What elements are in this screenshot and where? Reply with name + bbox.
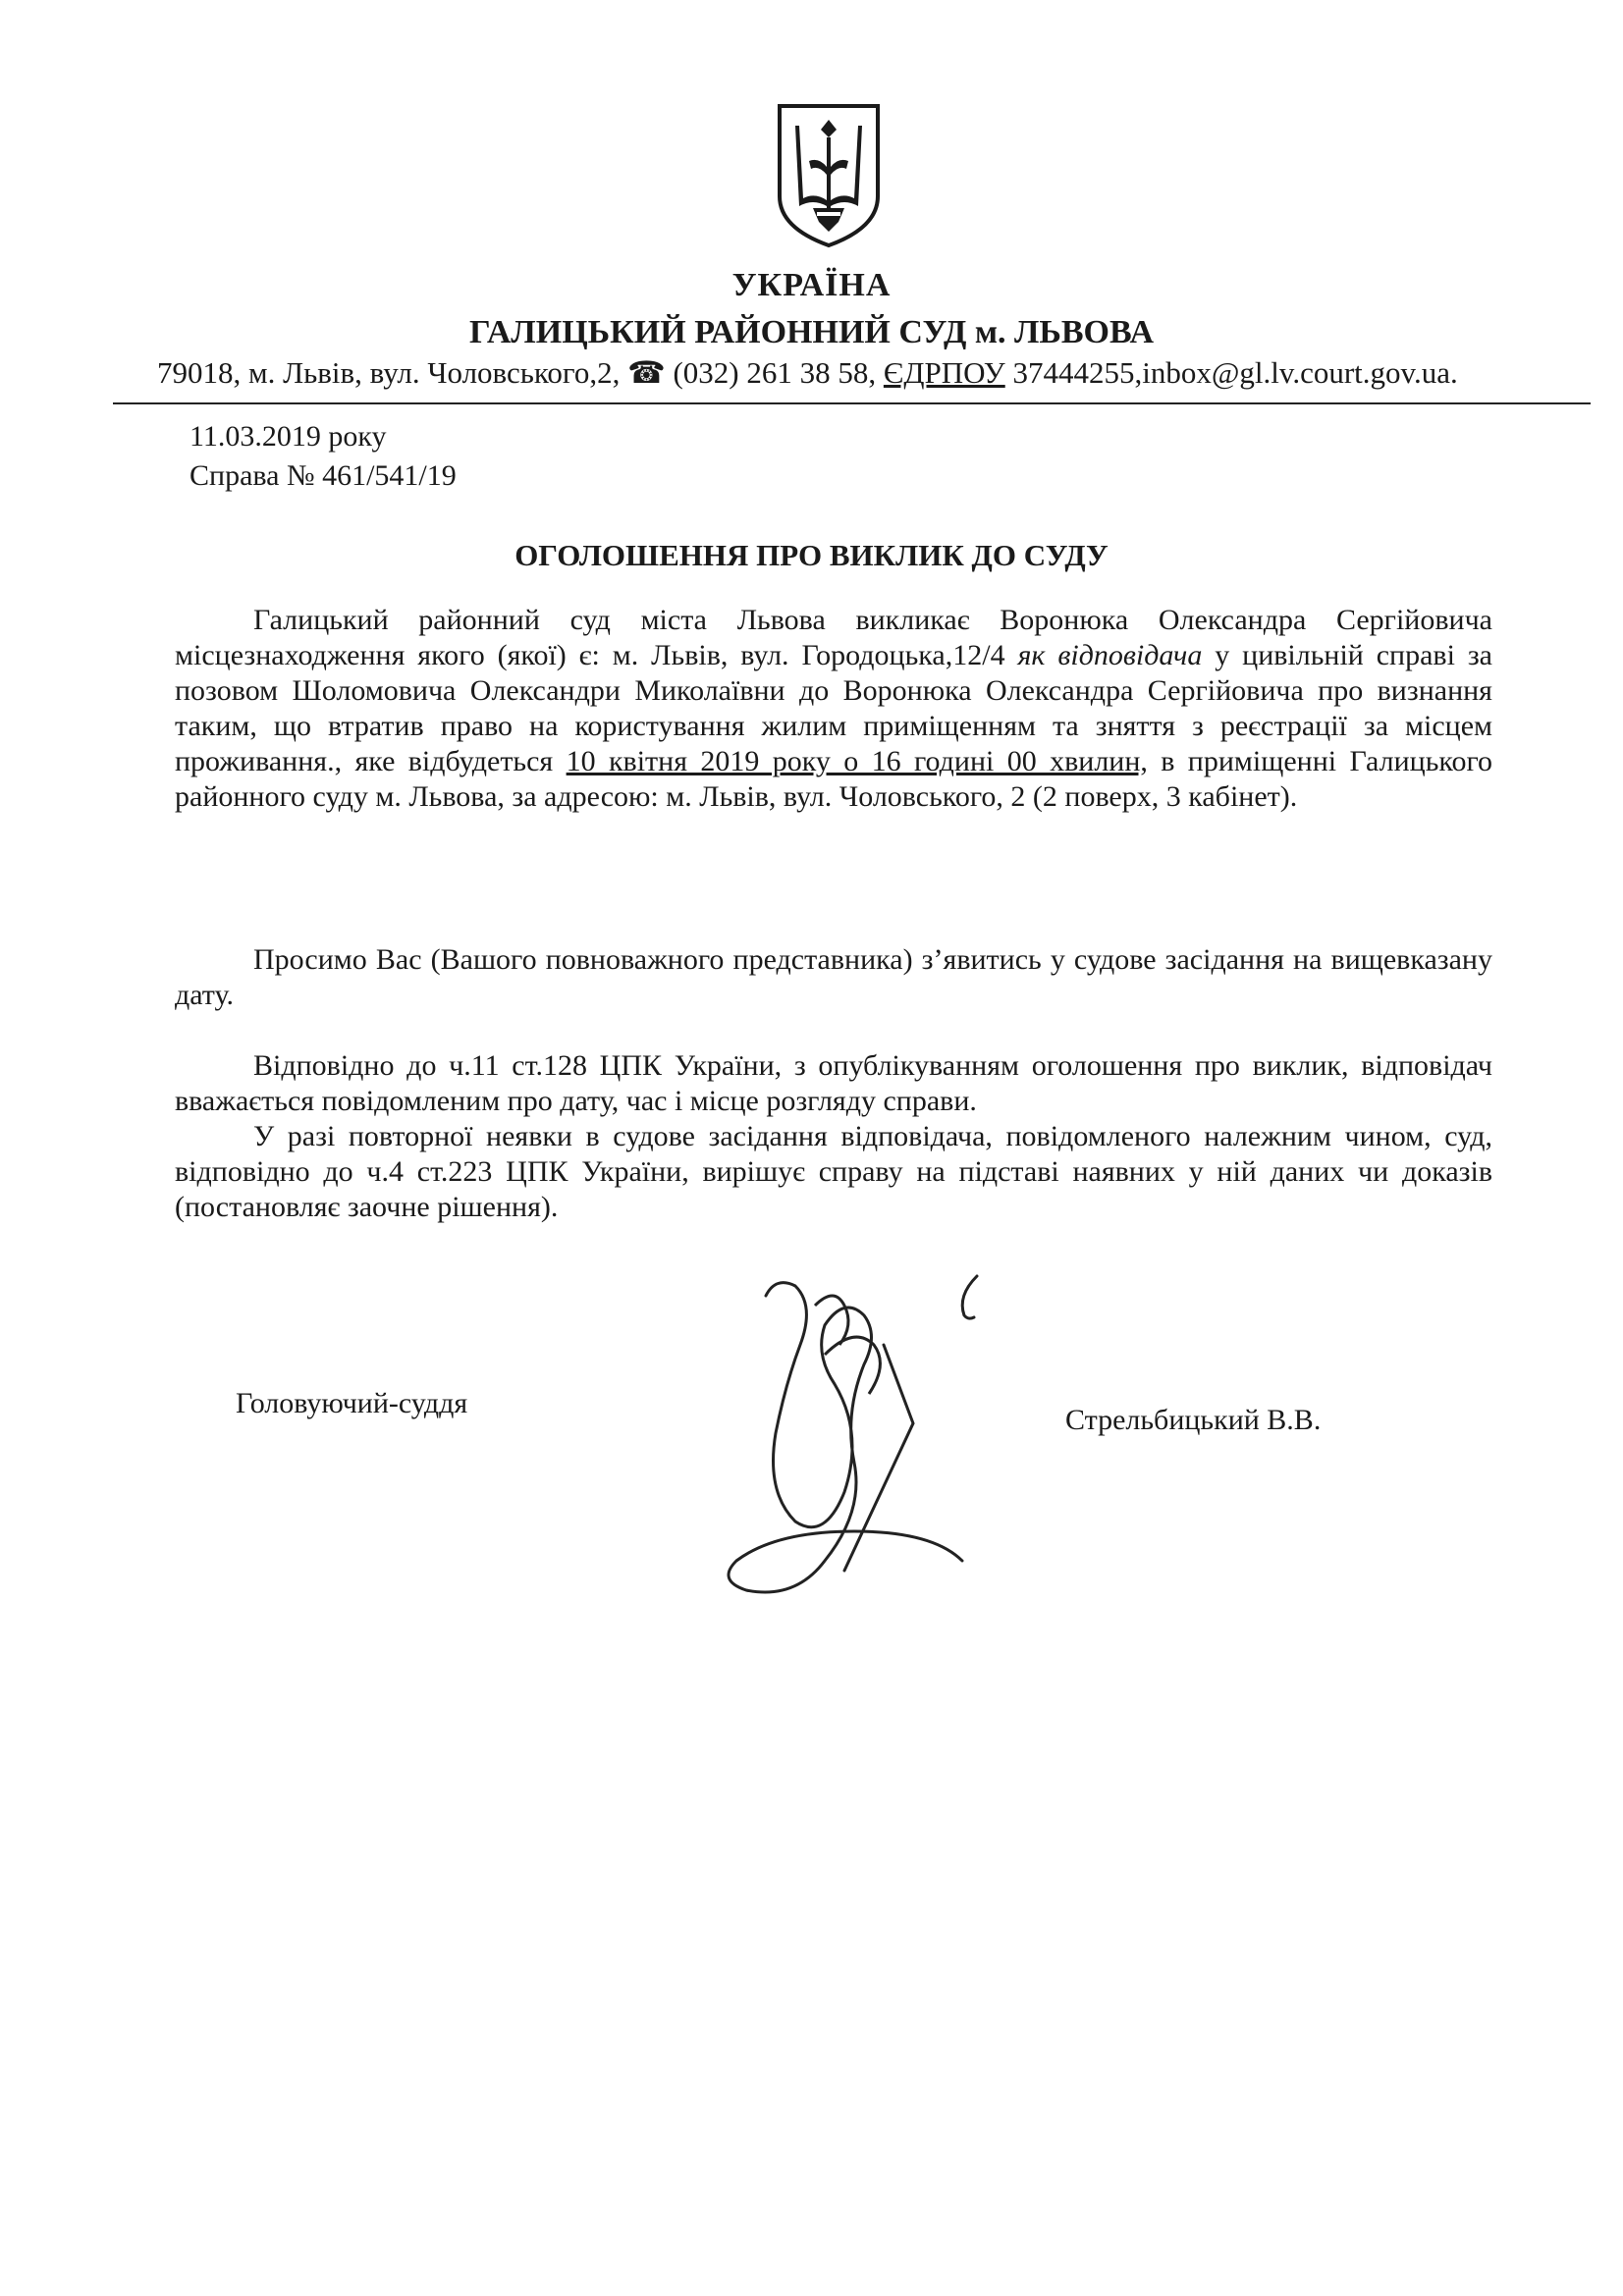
court-address-line	[157, 355, 1591, 391]
legal-notice-text: Відповідно до ч.11 ст.128 ЦПК України, з опублікуванням оголошення про виклик, відповідач вважається повідомленим про дату, час і місце розгляду справи.	[175, 1049, 1492, 1117]
trident-coat-of-arms-icon	[774, 102, 884, 249]
summons-paragraph	[175, 603, 1492, 815]
case-number: Справа № 461/541/19	[189, 459, 457, 492]
telephone-icon: ☎	[627, 355, 666, 390]
document-date: 11.03.2019 року	[189, 420, 387, 453]
court-heading: ГАЛИЦЬКИЙ РАЙОННИЙ СУД м. ЛЬВОВА	[468, 314, 1155, 350]
header-divider	[113, 402, 1591, 404]
edrpou-and-email: 37444255,inbox@gl.lv.court.gov.ua.	[1012, 355, 1458, 390]
request-paragraph	[175, 942, 1492, 1013]
court-address: 79018, м. Львів, вул. Чоловського,2,	[157, 355, 621, 390]
summons-role: як відповідача	[1017, 639, 1203, 671]
country-heading: УКРАЇНА	[731, 267, 892, 303]
document-title: ОГОЛОШЕННЯ ПРО ВИКЛИК ДО СУДУ	[514, 538, 1109, 572]
request-text: Просимо Вас (Вашого повноважного представника) з’явитись у судове засідання на вищевказану дату.	[175, 943, 1492, 1011]
signer-role: Головуючий-суддя	[236, 1387, 468, 1419]
summons-text-1: Галицький районний суд міста Львова викликає Воронюка Олександра Сергійовича місцезнаходження якого (якої) є: м. Львів, вул. Городоцька,12/4	[175, 604, 1492, 671]
summons-text-3: в приміщенні Галицького районного суду м. Львова, за адресою: м. Львів, вул. Чоловського, 2 (2 поверх, 3 кабінет).	[175, 745, 1492, 813]
handwritten-signature-icon	[707, 1266, 1021, 1620]
signer-name: Стрельбицький В.В.	[1065, 1404, 1322, 1436]
hearing-datetime: 10 квітня 2019 року о 16 годині 00 хвилин,	[566, 745, 1148, 777]
court-phone: (032) 261 38 58,	[673, 355, 877, 390]
summons-text-2: у цивільній справі за позовом Шоломовича Олександри Миколаївни до Воронюка Олександра Сергійовича про визнання таким, що втратив право на користування жилим приміщенням та зняття з реєстрації за місцем проживання., яке відбудеться	[175, 639, 1492, 777]
legal-notice-paragraphs	[175, 1048, 1492, 1225]
edrpou-label: ЄДРПОУ	[883, 355, 1005, 390]
default-judgment-text: У разі повторної неявки в судове засідання відповідача, повідомленого належним чином, суд, відповідно до ч.4 ст.223 ЦПК України, вирішує справу на підставі наявних у ній даних чи доказів (постановляє заочне рішення).	[175, 1120, 1492, 1223]
